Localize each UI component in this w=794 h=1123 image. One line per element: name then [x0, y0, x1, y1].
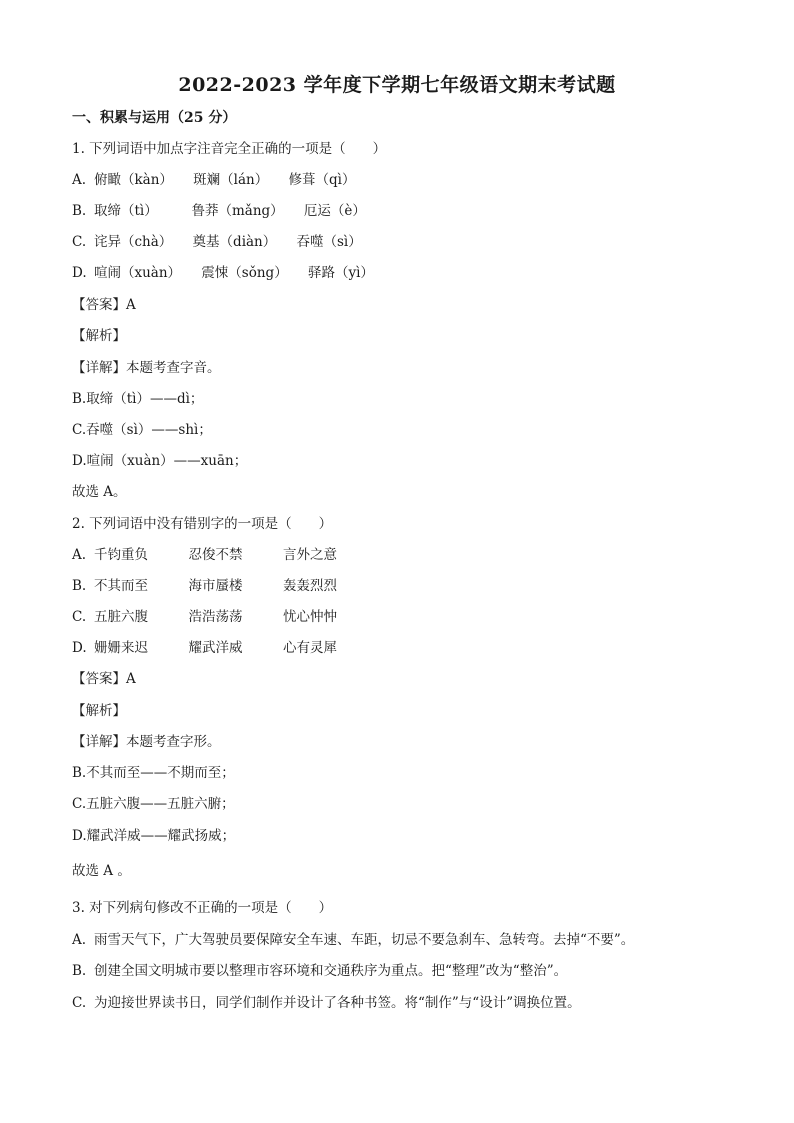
question-1-conclusion: 故选 A。 — [72, 484, 127, 500]
question-3-option-a — [72, 931, 634, 949]
question-1-stem: 1. 下列词语中加点字注音完全正确的一项是（ ） — [72, 141, 387, 157]
question-1-answer: 【答案】A — [72, 297, 136, 313]
option-letter: B. — [72, 578, 87, 594]
question-1-point-b: B.取缔（tì）——dì； — [72, 391, 204, 407]
question-2-point-d: D.耀武洋威——耀武扬威； — [72, 828, 236, 844]
option-letter: D. — [72, 265, 87, 281]
question-3-stem: 3. 对下列病句修改不正确的一项是（ ） — [72, 900, 333, 916]
question-1-point-c: C.吞噬（sì）——shì； — [72, 422, 212, 438]
question-1-option-a — [72, 171, 355, 189]
option-letter: A. — [72, 547, 87, 563]
question-2-conclusion: 故选 A 。 — [72, 863, 131, 879]
question-1-point-d: D.喧闹（xuàn）——xuān； — [72, 453, 248, 469]
option-letter: C. — [72, 609, 87, 625]
question-2-point-c: C.五脏六腹——五脏六腑； — [72, 796, 235, 812]
option-text: 创建全国文明城市要以整理市容环境和交通秩序为重点。把“整理”改为“整治”。 — [94, 963, 568, 979]
option-letter: B. — [72, 203, 87, 219]
question-2-option-b — [72, 577, 337, 595]
option-text: 喧闹（xuàn） 震悚（sǒng） 驿路（yì） — [94, 265, 374, 281]
question-2-point-b: B.不其而至——不期而至； — [72, 765, 235, 781]
option-text: 姗姗来迟 耀武洋威 心有灵犀 — [94, 640, 337, 656]
question-2-answer: 【答案】A — [72, 671, 136, 687]
option-letter: B. — [72, 963, 87, 979]
option-letter: D. — [72, 640, 87, 656]
question-2-analysis: 【解析】 — [72, 703, 126, 719]
option-letter: A. — [72, 172, 87, 188]
option-text: 俯瞰（kàn） 斑斓（lán） 修葺（qì） — [94, 172, 356, 188]
question-3-option-b — [72, 962, 567, 980]
question-2-option-c — [72, 608, 337, 626]
option-text: 诧异（chà） 奠基（diàn） 吞噬（sì） — [94, 234, 362, 250]
option-text: 千钧重负 忍俊不禁 言外之意 — [94, 547, 337, 563]
option-letter: C. — [72, 234, 87, 250]
question-2-option-a — [72, 546, 337, 564]
option-letter: C. — [72, 995, 87, 1011]
option-text: 五脏六腹 浩浩荡荡 忧心忡忡 — [94, 609, 337, 625]
question-2-option-d — [72, 639, 337, 657]
question-2-stem: 2. 下列词语中没有错别字的一项是（ ） — [72, 516, 333, 532]
question-1-option-d — [72, 264, 374, 282]
page-title: 2022-2023 学年度下学期七年级语文期末考试题 — [178, 74, 616, 96]
question-1-option-b — [72, 202, 366, 220]
option-letter: A. — [72, 932, 87, 948]
section-heading: 一、积累与运用（25 分） — [72, 110, 237, 126]
option-text: 不其而至 海市蜃楼 轰轰烈烈 — [94, 578, 337, 594]
question-2-detail: 【详解】本题考查字形。 — [72, 734, 221, 750]
option-text: 雨雪天气下，广大驾驶员要保障安全车速、车距，切忌不要急刹车、急转弯。去掉“不要”。 — [94, 932, 635, 948]
question-1-analysis: 【解析】 — [72, 328, 126, 344]
option-text: 取缔（tì） 鲁莽（mǎng） 厄运（è） — [94, 203, 366, 219]
question-1-detail: 【详解】本题考查字音。 — [72, 360, 221, 376]
question-3-option-c — [72, 994, 581, 1012]
option-text: 为迎接世界读书日，同学们制作并设计了各种书签。将“制作”与“设计”调换位置。 — [94, 995, 581, 1011]
question-1-option-c — [72, 233, 362, 251]
